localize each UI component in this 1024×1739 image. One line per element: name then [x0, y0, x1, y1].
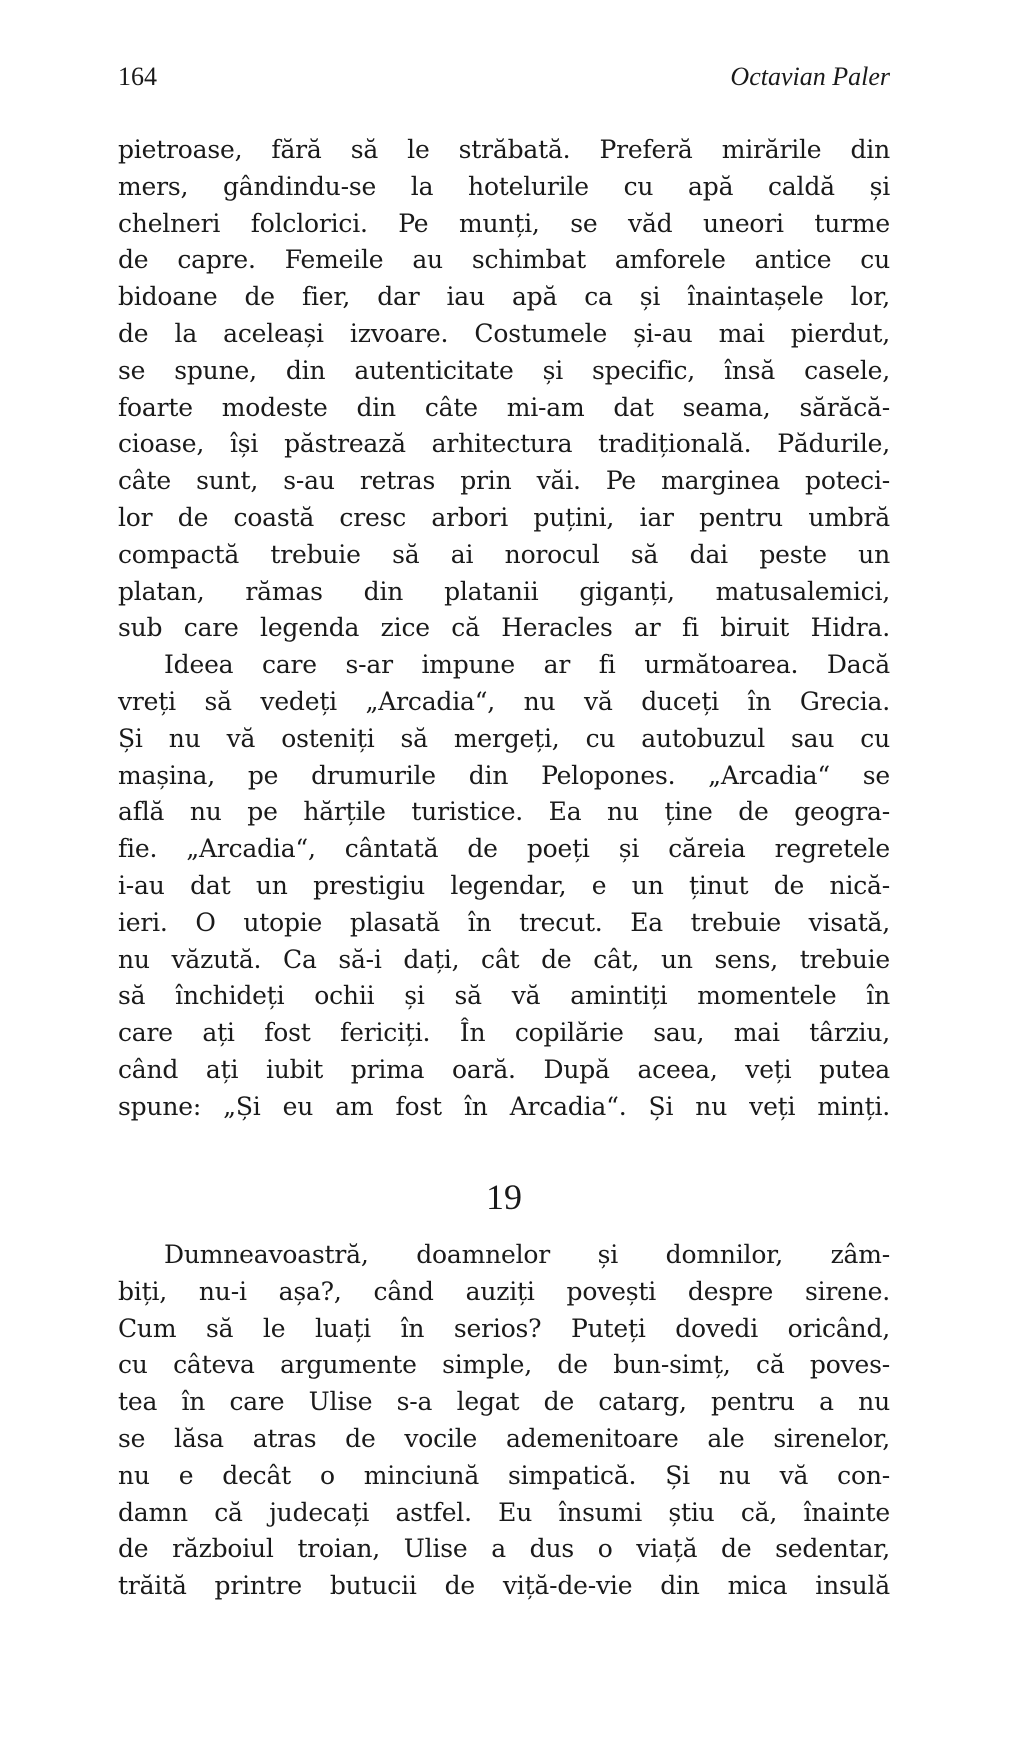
text-line: cioase, își păstrează arhitectura tradițională. Pădurile, — [118, 429, 890, 459]
text-line: pietroase, fără să le străbată. Preferă mirările din — [118, 135, 890, 164]
text-line: câte sunt, s-au retras prin văi. Pe marginea poteci- — [118, 466, 890, 496]
text-line: ieri. O utopie plasată în trecut. Ea trebuie visată, — [118, 907, 890, 937]
text-line: fie. „Arcadia“, cântată de poeți și căreia regretele — [118, 834, 890, 864]
text-line: vreți să vedeți „Arcadia“, nu vă duceți în Grecia. — [118, 686, 890, 716]
text-line: când ați iubit prima oară. După aceea, veți putea — [118, 1054, 890, 1084]
text-line: Dumneavoastră, doamnelor și domnilor, zâm- — [164, 1240, 890, 1269]
text-line: nu e decât o minciună simpatică. Și nu vă con- — [118, 1460, 890, 1490]
text-line: sub care legenda zice că Heracles ar fi biruit Hidra. — [118, 613, 890, 643]
text-line: să închideți ochii și să vă amintiți momentele în — [118, 981, 890, 1011]
body-text-block-2 — [118, 1237, 890, 1605]
text-line: trăită printre butucii de viță-de-vie din mica insulă — [118, 1571, 890, 1601]
text-line: spune: „Și eu am fost în Arcadia“. Și nu veți minți. — [118, 1091, 890, 1121]
text-line: Și nu vă osteniți să mergeți, cu autobuzul sau cu — [118, 723, 890, 753]
text-line: Ideea care s-ar impune ar fi următoarea. Dacă — [164, 650, 890, 680]
text-line: chelneri folclorici. Pe munți, se văd uneori turme — [118, 208, 890, 238]
page-number: 164 — [118, 62, 157, 91]
text-line: care ați fost fericiți. În copilărie sau, mai târziu, — [118, 1018, 890, 1048]
text-line: foarte modeste din câte mi-am dat seama, sărăcă- — [118, 392, 890, 422]
text-line: damn că judecați astfel. Eu însumi știu că, înainte — [118, 1497, 890, 1527]
text-line: de războiul troian, Ulise a dus o viață de sedentar, — [118, 1534, 890, 1564]
text-line: nu văzută. Ca să-i dați, cât de cât, un sens, trebuie — [118, 944, 890, 974]
text-line: de la aceleași izvoare. Costumele și-au mai pierdut, — [118, 318, 890, 348]
text-line: lor de coastă cresc arbori puțini, iar pentru umbră — [118, 502, 890, 532]
text-line: biți, nu-i așa?, când auziți povești despre sirene. — [118, 1276, 890, 1306]
text-line: se lăsa atras de vocile ademenitoare ale sirenelor, — [118, 1423, 890, 1453]
text-line: compactă trebuie să ai norocul să dai peste un — [118, 539, 890, 569]
text-line: i-au dat un prestigiu legendar, e un ținut de nică- — [118, 870, 890, 900]
text-line: mașina, pe drumurile din Pelopones. „Arcadia“ se — [118, 760, 890, 790]
text-line: se spune, din autenticitate și specific, însă casele, — [118, 355, 890, 385]
text-line: tea în care Ulise s-a legat de catarg, pentru a nu — [118, 1387, 890, 1417]
text-line: bidoane de fier, dar iau apă ca și înaintașele lor, — [118, 282, 890, 312]
chapter-number: 19 — [486, 1177, 522, 1217]
body-text-block-1 — [118, 132, 890, 1126]
running-title-author: Octavian Paler — [730, 62, 890, 91]
text-line: află nu pe hărțile turistice. Ea nu ține de geogra- — [118, 797, 890, 827]
text-line: cu câteva argumente simple, de bun-simț, că poves- — [118, 1350, 890, 1380]
text-line: platan, rămas din platanii giganți, matusalemici, — [118, 576, 890, 606]
text-line: Cum să le luați în serios? Puteți dovedi oricând, — [118, 1313, 890, 1343]
text-line: de capre. Femeile au schimbat amforele antice cu — [118, 245, 890, 275]
running-header — [118, 62, 890, 98]
text-line: mers, gândindu-se la hotelurile cu apă caldă și — [118, 171, 890, 201]
